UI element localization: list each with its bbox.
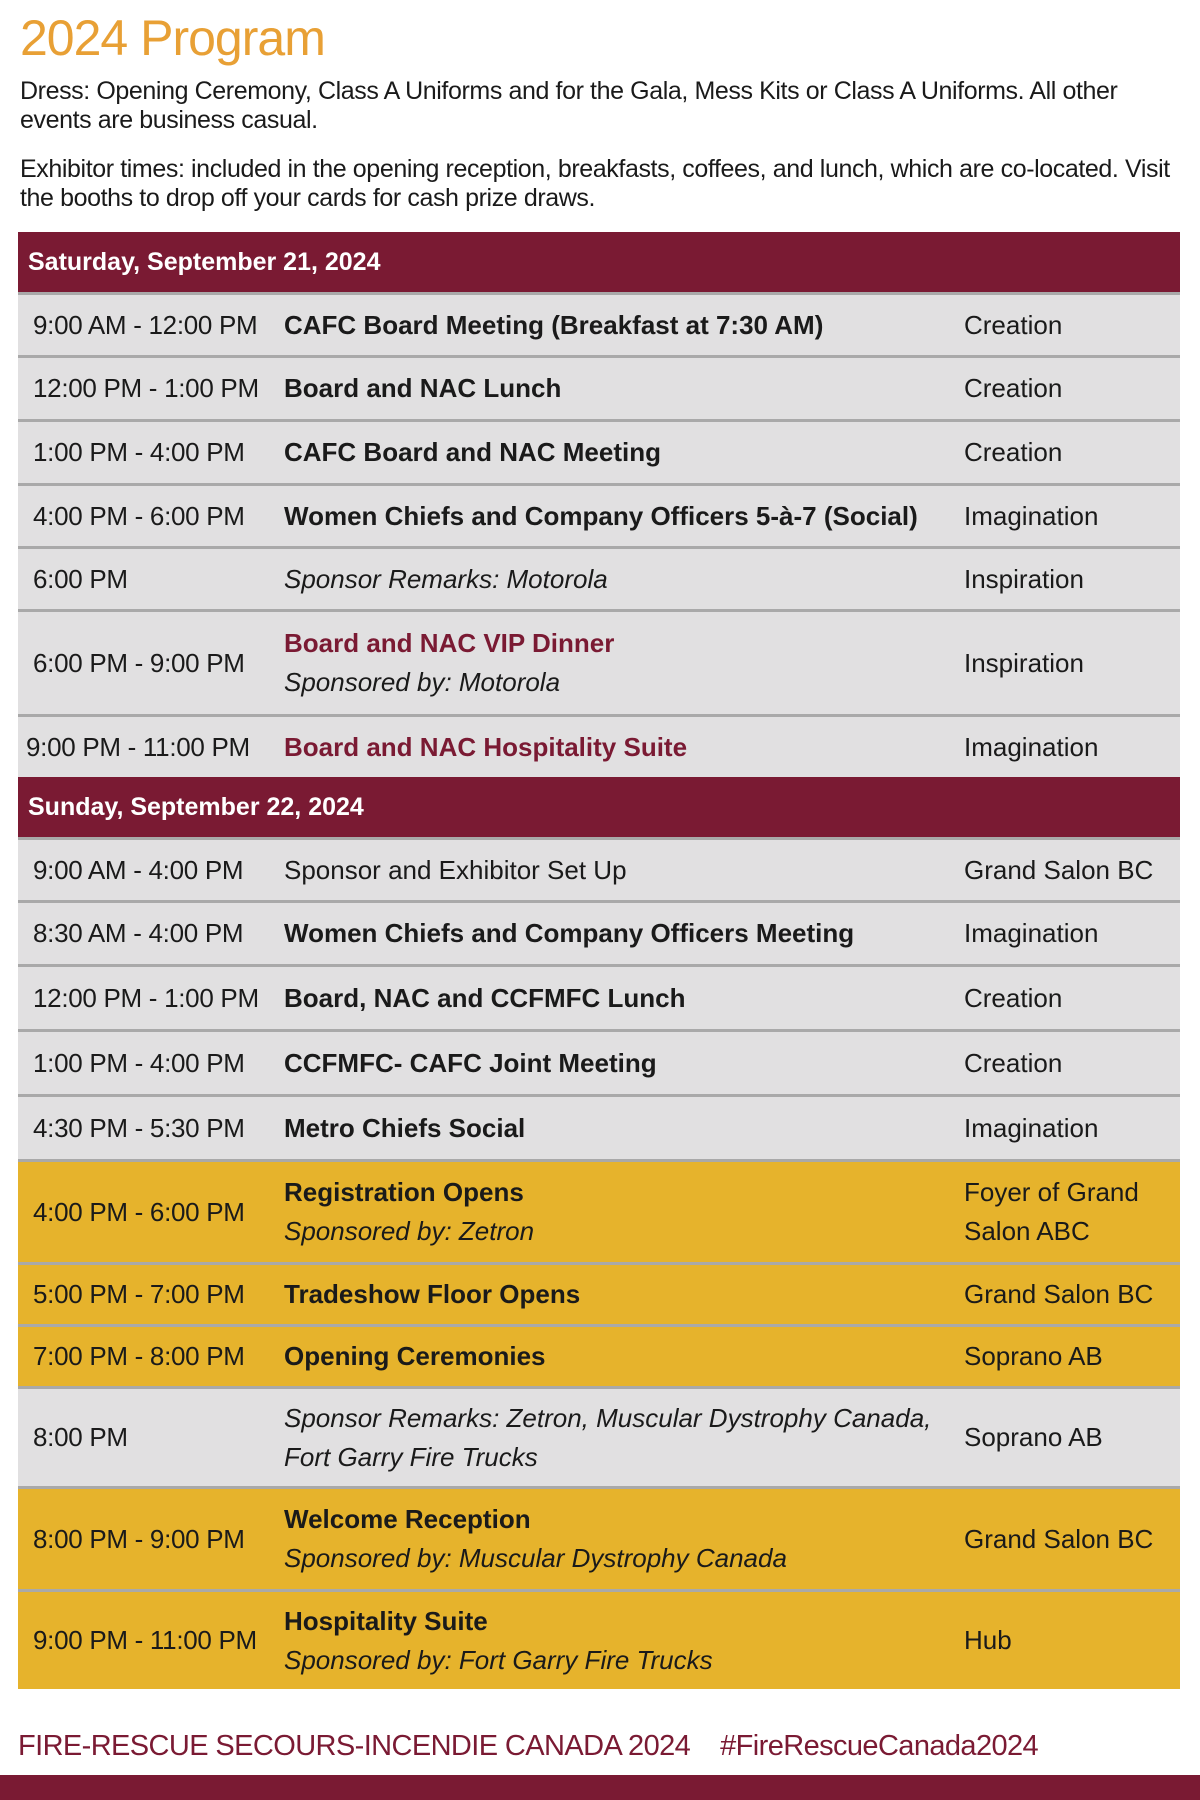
- footer-text: [18, 1730, 1038, 1763]
- schedule-row: [18, 714, 1180, 777]
- row-location: Creation: [964, 373, 1063, 403]
- event-title: Tradeshow Floor Opens: [284, 1279, 581, 1309]
- schedule-row: [18, 355, 1180, 419]
- row-event: [284, 1109, 964, 1148]
- row-location: [964, 1173, 1180, 1251]
- row-event: [284, 1500, 964, 1578]
- row-time: 1:00 PM - 4:00 PM: [33, 1047, 245, 1078]
- row-time: 9:00 AM - 4:00 PM: [33, 854, 244, 885]
- row-event: [284, 1275, 964, 1314]
- location-line: Foyer of Grand: [964, 1177, 1139, 1207]
- row-time: 9:00 AM - 12:00 PM: [33, 309, 258, 340]
- row-location: Grand Salon BC: [964, 854, 1154, 885]
- event-title: Opening Ceremonies: [284, 1341, 546, 1371]
- row-time: 7:00 PM - 8:00 PM: [33, 1341, 245, 1371]
- schedule-row: [18, 1589, 1180, 1689]
- event-sponsor: Sponsored by: Motorola: [284, 667, 561, 697]
- row-event: [284, 306, 964, 345]
- row-time: 8:00 PM - 9:00 PM: [33, 1523, 245, 1554]
- row-event: [284, 728, 964, 767]
- row-location: Soprano AB: [964, 1341, 1103, 1371]
- row-event: [284, 624, 964, 702]
- event-title: Sponsor Remarks: Motorola: [284, 563, 608, 594]
- schedule-row: [18, 1029, 1180, 1094]
- event-title: Board and NAC VIP Dinner: [284, 628, 615, 658]
- row-event: [284, 369, 964, 408]
- schedule-row: [18, 837, 1180, 900]
- day-header-sunday: Sunday, September 22, 2024: [18, 777, 1180, 837]
- row-time: 4:00 PM - 6:00 PM: [33, 500, 245, 531]
- event-title: Board, NAC and CCFMFC Lunch: [284, 982, 686, 1013]
- event-title: CAFC Board and NAC Meeting: [284, 437, 661, 467]
- row-location: Creation: [964, 309, 1063, 340]
- row-time: 8:30 AM - 4:00 PM: [33, 918, 244, 948]
- row-time: 9:00 PM - 11:00 PM: [33, 1625, 257, 1655]
- row-location: Inspiration: [964, 563, 1084, 594]
- row-location: Hub: [964, 1625, 1012, 1655]
- event-title: CCFMFC- CAFC Joint Meeting: [284, 1047, 657, 1078]
- row-location: Imagination: [964, 500, 1099, 531]
- row-location: Creation: [964, 437, 1063, 467]
- schedule-row: [18, 1386, 1180, 1486]
- row-location: Inspiration: [964, 647, 1084, 678]
- schedule-row: [18, 609, 1180, 714]
- row-location: Imagination: [964, 731, 1099, 762]
- row-event: [284, 1044, 964, 1083]
- row-time: 5:00 PM - 7:00 PM: [33, 1279, 245, 1309]
- event-sponsor: Sponsored by: Muscular Dystrophy Canada: [284, 1543, 787, 1573]
- schedule-row: [18, 419, 1180, 483]
- row-time: 4:30 PM - 5:30 PM: [33, 1112, 245, 1143]
- event-title: Women Chiefs and Company Officers Meeting: [284, 918, 855, 948]
- row-location: Grand Salon BC: [964, 1279, 1154, 1309]
- dress-note: Dress: Opening Ceremony, Class A Uniforms and for the Gala, Mess Kits or Class A Uniforms. All other events are business casual.: [20, 77, 1118, 134]
- event-title: Women Chiefs and Company Officers 5-à-7 (Social): [284, 500, 918, 531]
- event-title: Registration Opens: [284, 1177, 524, 1207]
- schedule-row: [18, 900, 1180, 964]
- row-location: Soprano AB: [964, 1422, 1103, 1452]
- row-time: 1:00 PM - 4:00 PM: [33, 437, 245, 467]
- location-line: Salon ABC: [964, 1216, 1090, 1246]
- schedule-row: [18, 292, 1180, 355]
- row-location: Grand Salon BC: [964, 1523, 1154, 1554]
- schedule-row: [18, 1094, 1180, 1159]
- row-time: 6:00 PM - 9:00 PM: [33, 647, 245, 678]
- schedule-table: [18, 232, 1180, 1689]
- schedule-row: [18, 1486, 1180, 1589]
- row-event: [284, 1602, 964, 1680]
- event-title: Board and NAC Lunch: [284, 373, 562, 403]
- row-event: [284, 914, 964, 953]
- row-event: [284, 433, 964, 472]
- event-title: Metro Chiefs Social: [284, 1112, 526, 1143]
- row-event: [284, 1337, 964, 1376]
- row-event: [284, 1399, 964, 1477]
- row-location: Creation: [964, 1047, 1063, 1078]
- event-title: Sponsor Remarks: Zetron, Muscular Dystrophy Canada,: [284, 1402, 932, 1433]
- row-location: Creation: [964, 982, 1063, 1013]
- schedule-row: [18, 1262, 1180, 1324]
- event-sponsor: Sponsored by: Fort Garry Fire Trucks: [284, 1644, 713, 1675]
- schedule-row: [18, 1324, 1180, 1386]
- event-title: Sponsor and Exhibitor Set Up: [284, 854, 627, 885]
- footer-bar: [0, 1775, 1200, 1800]
- footer-event-name: FIRE-RESCUE SECOURS-INCENDIE CANADA 2024: [18, 1730, 691, 1762]
- event-title: Welcome Reception: [284, 1504, 531, 1534]
- day-header-saturday: Saturday, September 21, 2024: [18, 232, 1180, 292]
- row-location: Imagination: [964, 918, 1099, 948]
- event-title: Board and NAC Hospitality Suite: [284, 731, 688, 762]
- row-time: 12:00 PM - 1:00 PM: [33, 982, 259, 1013]
- row-event: [284, 851, 964, 890]
- row-time: 8:00 PM: [33, 1422, 128, 1452]
- exhibitor-note: Exhibitor times: included in the opening reception, breakfasts, coffees, and lunch, which are co-located. Visit the booths to drop off your cards for cash prize draws.: [20, 155, 1170, 212]
- schedule-row: [18, 546, 1180, 609]
- schedule-row: [18, 483, 1180, 546]
- schedule-row: [18, 1159, 1180, 1262]
- row-event: [284, 497, 964, 536]
- row-time: 6:00 PM: [33, 563, 128, 594]
- row-location: Imagination: [964, 1112, 1099, 1143]
- event-title: CAFC Board Meeting (Breakfast at 7:30 AM): [284, 309, 824, 340]
- event-sponsor: Sponsored by: Zetron: [284, 1216, 535, 1246]
- event-title: Hospitality Suite: [284, 1605, 488, 1636]
- row-event: [284, 1173, 964, 1251]
- row-event: [284, 979, 964, 1018]
- schedule-row: [18, 964, 1180, 1029]
- row-time: 4:00 PM - 6:00 PM: [33, 1196, 245, 1227]
- row-time: 9:00 PM - 11:00 PM: [26, 731, 250, 762]
- row-event: [284, 560, 964, 599]
- row-time: 12:00 PM - 1:00 PM: [33, 373, 259, 403]
- page-title: 2024 Program: [20, 10, 325, 66]
- footer-hashtag[interactable]: #FireRescueCanada2024: [720, 1730, 1039, 1762]
- event-title: Fort Garry Fire Trucks: [284, 1441, 538, 1472]
